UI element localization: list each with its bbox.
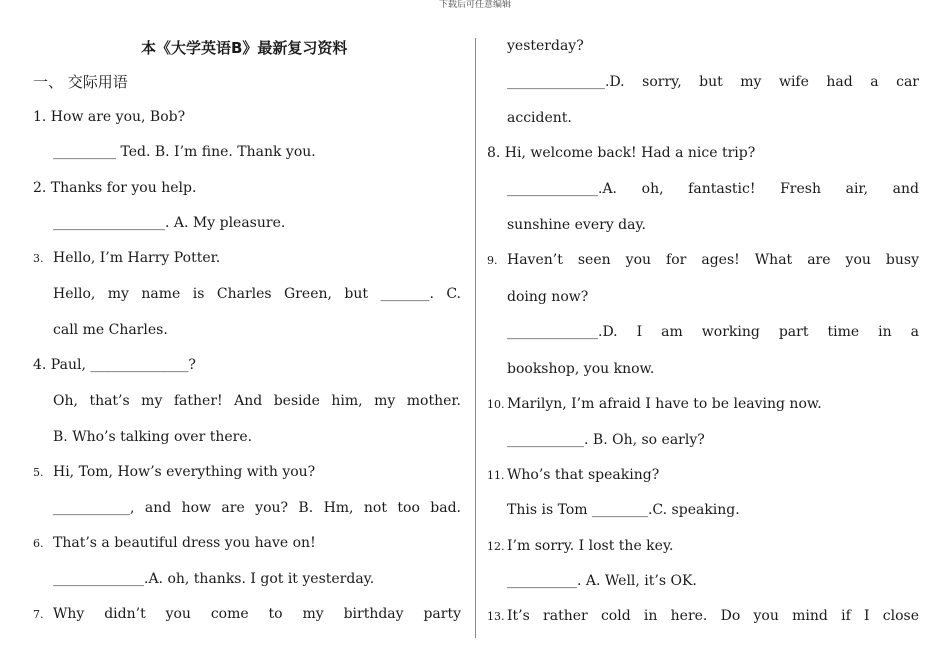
item-5-number: 5. xyxy=(33,466,44,479)
section-heading: 一、 交际用语 xyxy=(33,73,128,91)
item-12-answer: __________. A. Well, it’s OK. xyxy=(507,573,697,589)
item-8-answer-cont: sunshine every day. xyxy=(507,217,646,233)
item-12-number: 12. xyxy=(487,540,505,553)
item-5-question xyxy=(33,460,315,484)
header-note: 下载后可任意编辑 xyxy=(438,0,511,10)
item-9-number: 9. xyxy=(487,254,498,267)
document-title: 本《大学英语B》最新复习资料 xyxy=(141,39,348,57)
item-11-question xyxy=(487,463,659,487)
item-7-answer: ______________.D. sorry, but my wife had a car xyxy=(507,74,919,90)
item-7-answer-cont: accident. xyxy=(507,110,572,126)
item-5-answer: ___________, and how are you? B. Hm, not too bad. xyxy=(53,500,461,516)
item-9-answer: _____________.D. I am working part time in a xyxy=(507,324,919,340)
item-9-answer-cont: bookshop, you know. xyxy=(507,361,655,377)
item-12-question xyxy=(487,534,673,558)
item-13-text: It’s rather cold in here. Do you mind if I close xyxy=(507,608,919,624)
item-8-question: 8. Hi, welcome back! Had a nice trip? xyxy=(487,145,756,161)
item-11-answer: This is Tom ________.C. speaking. xyxy=(507,502,740,518)
item-13-number: 13. xyxy=(487,610,505,623)
item-11-text: Who’s that speaking? xyxy=(507,467,660,483)
item-7-question xyxy=(33,602,461,626)
item-3-answer: Hello, my name is Charles Green, but _______. C. xyxy=(53,286,461,302)
item-7-question-cont: yesterday? xyxy=(507,38,584,54)
item-7-text: Why didn’t you come to my birthday party xyxy=(53,606,461,622)
item-2-answer: ________________. A. My pleasure. xyxy=(53,215,286,231)
item-10-number: 10. xyxy=(487,398,505,411)
item-8-answer: _____________.A. oh, fantastic! Fresh air, and xyxy=(507,181,919,197)
item-12-text: I’m sorry. I lost the key. xyxy=(507,538,674,554)
item-4-question: 4. Paul, ______________? xyxy=(33,357,196,373)
item-6-answer: _____________.A. oh, thanks. I got it yesterday. xyxy=(53,571,375,587)
item-9-question-cont: doing now? xyxy=(507,289,589,305)
item-1-question: 1. How are you, Bob? xyxy=(33,109,186,125)
item-9-question xyxy=(487,248,919,272)
item-1-answer: _________ Ted. B. I’m fine. Thank you. xyxy=(53,144,316,160)
item-3-question xyxy=(33,246,220,270)
item-10-answer: ___________. B. Oh, so early? xyxy=(507,432,705,448)
item-9-text: Haven’t seen you for ages! What are you busy xyxy=(507,252,919,268)
item-10-text: Marilyn, I’m afraid I have to be leaving now. xyxy=(507,396,822,412)
item-3-answer-cont: call me Charles. xyxy=(53,322,168,338)
item-10-question xyxy=(487,392,822,416)
item-5-text: Hi, Tom, How’s everything with you? xyxy=(53,464,316,480)
item-3-text: Hello, I’m Harry Potter. xyxy=(53,250,221,266)
item-11-number: 11. xyxy=(487,469,505,482)
item-2-question: 2. Thanks for you help. xyxy=(33,180,197,196)
item-6-text: That’s a beautiful dress you have on! xyxy=(53,535,316,551)
item-7-number: 7. xyxy=(33,608,44,621)
item-6-question xyxy=(33,531,316,555)
item-4-response: Oh, that’s my father! And beside him, my mother. xyxy=(53,393,461,409)
column-divider xyxy=(475,38,476,638)
item-4-answer: B. Who’s talking over there. xyxy=(53,429,253,445)
item-13-question xyxy=(487,604,919,628)
item-6-number: 6. xyxy=(33,537,44,550)
item-3-number: 3. xyxy=(33,252,44,265)
